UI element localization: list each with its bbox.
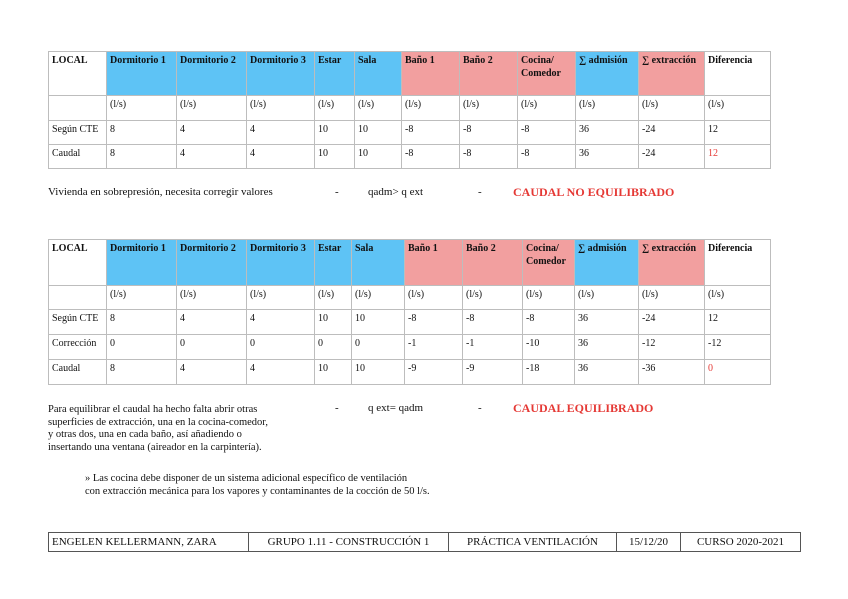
table-cell: 4: [177, 310, 247, 335]
table-cell: -8: [523, 310, 575, 335]
dash: -: [335, 402, 339, 414]
note-line: con extracción mecánica para los vapores y contaminantes de la cocción de 50 l/s.: [85, 485, 430, 497]
unit-cell: [49, 96, 107, 121]
table-cell: 36: [576, 121, 639, 145]
unit-cell: (l/s): [523, 286, 575, 310]
header-bano-1: Baño 1: [402, 52, 460, 96]
table-row-caudal: [49, 145, 771, 169]
table-cell: 10: [315, 145, 355, 169]
table-cell: 4: [247, 360, 315, 385]
unit-cell: (l/s): [315, 96, 355, 121]
table-cell: 10: [355, 121, 402, 145]
header-cocina-comedor: Cocina/ Comedor: [523, 240, 575, 286]
header-cocina-comedor: Cocina/ Comedor: [518, 52, 576, 96]
unit-cell: (l/s): [352, 286, 405, 310]
title-block: [48, 532, 801, 552]
table-cell: -24: [639, 310, 705, 335]
difference-value: 12: [705, 145, 771, 169]
note-line: superficies de extracción, una en la cocina-comedor,: [48, 416, 268, 428]
table-cell: 0: [107, 335, 177, 360]
table-cell: 36: [575, 360, 639, 385]
table-cell: 36: [575, 310, 639, 335]
table-cell: -12: [639, 335, 705, 360]
table-cell: -8: [405, 310, 463, 335]
header-bano-2: Baño 2: [463, 240, 523, 286]
dash: -: [478, 402, 482, 414]
table-row-segun-cte: [49, 310, 771, 335]
table-cell: 10: [315, 121, 355, 145]
header-local: LOCAL: [49, 240, 107, 286]
airflow-table-1: [48, 51, 771, 169]
table-cell: -1: [463, 335, 523, 360]
table-header-row: [49, 52, 771, 96]
header-dormitorio-1: Dormitorio 1: [107, 240, 177, 286]
table-cell: -8: [518, 145, 576, 169]
table-cell: -24: [639, 121, 705, 145]
row-label: Corrección: [49, 335, 107, 360]
unit-cell: (l/s): [575, 286, 639, 310]
header-diferencia: Diferencia: [705, 52, 771, 96]
unit-cell: (l/s): [247, 286, 315, 310]
table-row-segun-cte: [49, 121, 771, 145]
table-cell: 12: [705, 310, 771, 335]
dash: -: [478, 186, 482, 198]
row-label: Caudal: [49, 145, 107, 169]
table-cell: -8: [460, 145, 518, 169]
table-cell: -8: [460, 121, 518, 145]
unit-cell: (l/s): [177, 286, 247, 310]
academic-year: CURSO 2020-2021: [681, 533, 801, 552]
table-cell: -10: [523, 335, 575, 360]
units-row: [49, 96, 771, 121]
header-dormitorio-3: Dormitorio 3: [247, 240, 315, 286]
table-cell: -8: [463, 310, 523, 335]
unit-cell: (l/s): [576, 96, 639, 121]
table-row-caudal: [49, 360, 771, 385]
table-cell: 4: [177, 145, 247, 169]
table-cell: -1: [405, 335, 463, 360]
group-course: GRUPO 1.11 - CONSTRUCCIÓN 1: [249, 533, 449, 552]
table-cell: 36: [576, 145, 639, 169]
header-suma-admision: ∑ admisión: [576, 52, 639, 96]
header-sala: Sala: [352, 240, 405, 286]
row-label: Caudal: [49, 360, 107, 385]
formula: qadm> q ext: [368, 186, 424, 198]
table-cell: -36: [639, 360, 705, 385]
unit-cell: [49, 286, 107, 310]
date: 15/12/20: [617, 533, 681, 552]
table-cell: 8: [107, 145, 177, 169]
header-estar: Estar: [315, 240, 352, 286]
note-sobrepresion: Vivienda en sobrepresión, necesita corregir valores: [48, 186, 273, 198]
table-cell: 0: [177, 335, 247, 360]
table-cell: 36: [575, 335, 639, 360]
unit-cell: (l/s): [639, 286, 705, 310]
table-cell: 4: [247, 310, 315, 335]
header-bano-1: Baño 1: [405, 240, 463, 286]
author-name: ENGELEN KELLERMANN, ZARA: [49, 533, 249, 552]
table-cell: 10: [352, 360, 405, 385]
assignment-title: PRÁCTICA VENTILACIÓN: [449, 533, 617, 552]
header-dormitorio-2: Dormitorio 2: [177, 240, 247, 286]
header-local: LOCAL: [49, 52, 107, 96]
table-cell: 8: [107, 121, 177, 145]
unit-cell: (l/s): [639, 96, 705, 121]
table-cell: 10: [355, 145, 402, 169]
note-equilibrar: [48, 404, 318, 454]
status-equilibrado: CAUDAL EQUILIBRADO: [513, 401, 654, 415]
unit-cell: (l/s): [315, 286, 352, 310]
table-cell: 10: [315, 360, 352, 385]
table-cell: -9: [405, 360, 463, 385]
table-row-correccion: [49, 335, 771, 360]
table-cell: -12: [705, 335, 771, 360]
header-estar: Estar: [315, 52, 355, 96]
unit-cell: (l/s): [177, 96, 247, 121]
unit-cell: (l/s): [518, 96, 576, 121]
note-line: insertando una ventana (aireador en la carpintería).: [48, 441, 262, 453]
table-cell: -8: [518, 121, 576, 145]
title-block-row: [49, 533, 801, 552]
note-line: » Las cocina debe disponer de un sistema adicional específico de ventilación: [85, 473, 408, 484]
table-cell: -18: [523, 360, 575, 385]
table-cell: -24: [639, 145, 705, 169]
header-dormitorio-3: Dormitorio 3: [247, 52, 315, 96]
unit-cell: (l/s): [705, 96, 771, 121]
header-dormitorio-2: Dormitorio 2: [177, 52, 247, 96]
note-line: y otras dos, una en cada baño, así añadiendo o: [48, 429, 242, 440]
header-sala: Sala: [355, 52, 402, 96]
header-diferencia: Diferencia: [705, 240, 771, 286]
row-label: Según CTE: [49, 310, 107, 335]
header-suma-extraccion: ∑ extracción: [639, 52, 705, 96]
unit-cell: (l/s): [460, 96, 518, 121]
table-cell: -8: [402, 145, 460, 169]
dash: -: [335, 186, 339, 198]
unit-cell: (l/s): [107, 286, 177, 310]
table-cell: 8: [107, 310, 177, 335]
header-suma-admision: ∑ admisión: [575, 240, 639, 286]
note-line: Para equilibrar el caudal ha hecho falta abrir otras: [48, 404, 258, 415]
unit-cell: (l/s): [355, 96, 402, 121]
table-cell: 4: [247, 145, 315, 169]
table-cell: 4: [177, 360, 247, 385]
table-cell: 0: [315, 335, 352, 360]
header-suma-extraccion: ∑ extracción: [639, 240, 705, 286]
note-cocina: [85, 473, 565, 498]
header-bano-2: Baño 2: [460, 52, 518, 96]
table-cell: 12: [705, 121, 771, 145]
airflow-table-2: [48, 239, 771, 385]
unit-cell: (l/s): [705, 286, 771, 310]
table-header-row: [49, 240, 771, 286]
table-cell: 4: [247, 121, 315, 145]
row-label: Según CTE: [49, 121, 107, 145]
table-cell: 10: [315, 310, 352, 335]
status-no-equilibrado: CAUDAL NO EQUILIBRADO: [513, 185, 675, 199]
formula: q ext= qadm: [368, 402, 424, 414]
table-cell: 0: [352, 335, 405, 360]
unit-cell: (l/s): [463, 286, 523, 310]
unit-cell: (l/s): [402, 96, 460, 121]
header-dormitorio-1: Dormitorio 1: [107, 52, 177, 96]
table-cell: -9: [463, 360, 523, 385]
table-cell: 8: [107, 360, 177, 385]
unit-cell: (l/s): [247, 96, 315, 121]
table-cell: 10: [352, 310, 405, 335]
unit-cell: (l/s): [107, 96, 177, 121]
table-cell: 0: [247, 335, 315, 360]
unit-cell: (l/s): [405, 286, 463, 310]
table-cell: -8: [402, 121, 460, 145]
difference-value: 0: [705, 360, 771, 385]
units-row: [49, 286, 771, 310]
table-cell: 4: [177, 121, 247, 145]
